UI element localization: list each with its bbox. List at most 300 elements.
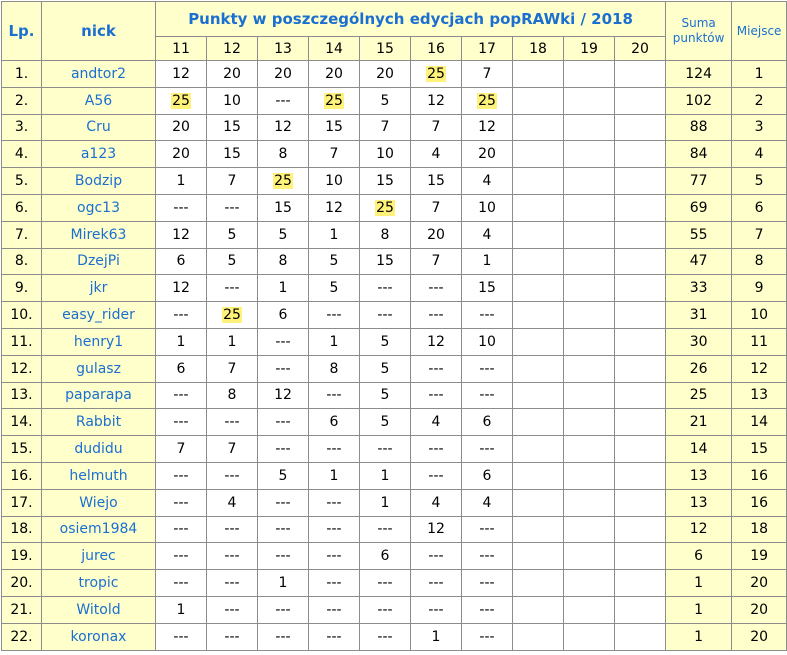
edition-header-15: 15: [360, 37, 411, 61]
score-cell: 6: [462, 409, 513, 436]
score-cell: ---: [309, 596, 360, 623]
score-cell: ---: [156, 543, 207, 570]
score-cell: 15: [207, 141, 258, 168]
score-cell: [564, 275, 615, 302]
sum-points: 77: [666, 168, 732, 195]
sum-header-label: Suma punktów: [672, 16, 725, 45]
score-cell: 5: [360, 328, 411, 355]
row-number: 21.: [2, 596, 42, 623]
score-cell: 1: [258, 275, 309, 302]
score-cell: 15: [411, 168, 462, 195]
score-cell: ---: [462, 543, 513, 570]
score-cell: ---: [309, 436, 360, 463]
score-cell: 1: [411, 623, 462, 650]
score-cell: [513, 87, 564, 114]
score-cell: 1: [207, 328, 258, 355]
score-cell: 6: [156, 355, 207, 382]
score-cell: [615, 302, 666, 329]
player-nick: paparapa: [42, 382, 156, 409]
score-cell: 12: [258, 382, 309, 409]
score-cell: 12: [411, 87, 462, 114]
score-cell: [513, 489, 564, 516]
score-cell: 1: [360, 489, 411, 516]
table-row: [2, 596, 787, 623]
score-cell: 15: [207, 114, 258, 141]
edition-header-19: 19: [564, 37, 615, 61]
place: 16: [732, 489, 787, 516]
score-cell: 1: [360, 462, 411, 489]
table-row: [2, 328, 787, 355]
score-cell: ---: [411, 543, 462, 570]
player-nick: easy_rider: [42, 302, 156, 329]
edition-header-17: 17: [462, 37, 513, 61]
score-cell: ---: [309, 302, 360, 329]
place: 19: [732, 543, 787, 570]
place: 12: [732, 355, 787, 382]
score-cell: [513, 436, 564, 463]
sum-header: [666, 2, 732, 61]
score-cell: ---: [156, 516, 207, 543]
score-cell: 1: [156, 328, 207, 355]
score-cell: [564, 302, 615, 329]
score-cell: ---: [258, 543, 309, 570]
score-cell: ---: [156, 194, 207, 221]
sum-points: 1: [666, 623, 732, 650]
score-cell: [615, 141, 666, 168]
score-cell: [513, 114, 564, 141]
score-cell: [615, 194, 666, 221]
score-cell: ---: [360, 623, 411, 650]
edition-header-11: 11: [156, 37, 207, 61]
score-cell: [411, 61, 462, 88]
place: 1: [732, 61, 787, 88]
place: 20: [732, 623, 787, 650]
table-header: [2, 2, 787, 61]
score-cell: 7: [411, 114, 462, 141]
score-cell: 5: [258, 221, 309, 248]
sum-points: 69: [666, 194, 732, 221]
score-cell: ---: [462, 596, 513, 623]
max-score-highlight: 25: [376, 199, 394, 216]
score-cell: [564, 168, 615, 195]
score-cell: 4: [411, 489, 462, 516]
score-cell: [564, 382, 615, 409]
nick-header: nick: [42, 2, 156, 61]
score-cell: ---: [309, 570, 360, 597]
score-cell: 8: [258, 248, 309, 275]
score-cell: 20: [207, 61, 258, 88]
sum-points: 21: [666, 409, 732, 436]
score-cell: 20: [156, 141, 207, 168]
score-cell: [615, 248, 666, 275]
score-cell: ---: [156, 382, 207, 409]
score-cell: ---: [360, 275, 411, 302]
score-cell: ---: [156, 302, 207, 329]
row-number: 15.: [2, 436, 42, 463]
row-number: 22.: [2, 623, 42, 650]
score-cell: ---: [207, 194, 258, 221]
place: 6: [732, 194, 787, 221]
player-nick: osiem1984: [42, 516, 156, 543]
score-cell: ---: [156, 489, 207, 516]
score-cell: [564, 141, 615, 168]
score-cell: 4: [462, 489, 513, 516]
sum-points: 13: [666, 489, 732, 516]
place-header: Miejsce: [732, 2, 787, 61]
edition-header-18: 18: [513, 37, 564, 61]
score-cell: 7: [156, 436, 207, 463]
score-cell: 12: [258, 114, 309, 141]
row-number: 12.: [2, 355, 42, 382]
sum-points: 102: [666, 87, 732, 114]
sum-points: 124: [666, 61, 732, 88]
table-row: [2, 409, 787, 436]
score-cell: [615, 623, 666, 650]
sum-points: 47: [666, 248, 732, 275]
score-cell: ---: [411, 462, 462, 489]
score-cell: 15: [360, 168, 411, 195]
place: 15: [732, 436, 787, 463]
score-cell: ---: [258, 516, 309, 543]
row-number: 1.: [2, 61, 42, 88]
score-cell: 15: [462, 275, 513, 302]
table-row: [2, 462, 787, 489]
score-cell: [564, 623, 615, 650]
row-number: 7.: [2, 221, 42, 248]
score-cell: ---: [411, 596, 462, 623]
score-cell: ---: [207, 516, 258, 543]
score-cell: [615, 355, 666, 382]
score-cell: ---: [207, 570, 258, 597]
ranking-table: [1, 1, 787, 651]
score-cell: ---: [156, 462, 207, 489]
score-cell: 4: [411, 409, 462, 436]
score-cell: [513, 168, 564, 195]
row-number: 11.: [2, 328, 42, 355]
score-cell: [564, 436, 615, 463]
score-cell: [513, 516, 564, 543]
sum-points: 13: [666, 462, 732, 489]
player-nick: Bodzip: [42, 168, 156, 195]
player-nick: andtor2: [42, 61, 156, 88]
max-score-highlight: 25: [223, 307, 241, 324]
sum-points: 26: [666, 355, 732, 382]
place: 7: [732, 221, 787, 248]
table-row: [2, 61, 787, 88]
row-number: 20.: [2, 570, 42, 597]
score-cell: [615, 328, 666, 355]
place: 18: [732, 516, 787, 543]
score-cell: 5: [207, 248, 258, 275]
score-cell: ---: [156, 570, 207, 597]
place: 16: [732, 462, 787, 489]
score-cell: 7: [411, 248, 462, 275]
row-number: 13.: [2, 382, 42, 409]
score-cell: 12: [309, 194, 360, 221]
score-cell: 10: [462, 194, 513, 221]
player-nick: jurec: [42, 543, 156, 570]
score-cell: [615, 114, 666, 141]
sum-points: 1: [666, 570, 732, 597]
score-cell: ---: [411, 355, 462, 382]
score-cell: 12: [462, 114, 513, 141]
score-cell: ---: [258, 596, 309, 623]
score-cell: ---: [309, 543, 360, 570]
score-cell: [513, 221, 564, 248]
score-cell: [564, 248, 615, 275]
edition-header-20: 20: [615, 37, 666, 61]
score-cell: 7: [309, 141, 360, 168]
score-cell: [615, 168, 666, 195]
score-cell: 1: [156, 168, 207, 195]
editions-title: Punkty w poszczególnych edycjach popRAWki / 2018: [156, 2, 666, 37]
score-cell: ---: [258, 328, 309, 355]
player-nick: dudidu: [42, 436, 156, 463]
row-number: 8.: [2, 248, 42, 275]
score-cell: [615, 462, 666, 489]
table-row: [2, 194, 787, 221]
score-cell: [513, 543, 564, 570]
score-cell: 1: [258, 570, 309, 597]
score-cell: [564, 194, 615, 221]
score-cell: [360, 194, 411, 221]
score-cell: 12: [411, 328, 462, 355]
score-cell: 8: [258, 141, 309, 168]
score-cell: ---: [156, 409, 207, 436]
score-cell: 12: [156, 275, 207, 302]
table-row: [2, 87, 787, 114]
place: 13: [732, 382, 787, 409]
score-cell: 12: [156, 61, 207, 88]
score-cell: 12: [411, 516, 462, 543]
score-cell: 7: [462, 61, 513, 88]
score-cell: ---: [360, 570, 411, 597]
score-cell: [462, 87, 513, 114]
player-nick: koronax: [42, 623, 156, 650]
score-cell: ---: [360, 302, 411, 329]
place: 20: [732, 570, 787, 597]
score-cell: 7: [207, 355, 258, 382]
sum-points: 55: [666, 221, 732, 248]
sum-points: 33: [666, 275, 732, 302]
row-number: 18.: [2, 516, 42, 543]
score-cell: 20: [462, 141, 513, 168]
score-cell: ---: [462, 302, 513, 329]
score-cell: 7: [207, 436, 258, 463]
place: 14: [732, 409, 787, 436]
sum-points: 88: [666, 114, 732, 141]
table-row: [2, 489, 787, 516]
score-cell: [615, 87, 666, 114]
score-cell: [513, 570, 564, 597]
place: 20: [732, 596, 787, 623]
score-cell: [615, 275, 666, 302]
score-cell: [564, 61, 615, 88]
score-cell: ---: [207, 596, 258, 623]
score-cell: 20: [156, 114, 207, 141]
score-cell: ---: [411, 302, 462, 329]
table-body: [2, 61, 787, 651]
score-cell: 7: [207, 168, 258, 195]
row-number: 2.: [2, 87, 42, 114]
score-cell: [615, 221, 666, 248]
score-cell: [156, 87, 207, 114]
sum-points: 25: [666, 382, 732, 409]
table-row: [2, 543, 787, 570]
score-cell: ---: [462, 516, 513, 543]
score-cell: ---: [258, 489, 309, 516]
score-cell: ---: [309, 516, 360, 543]
score-cell: [564, 87, 615, 114]
score-cell: 1: [309, 221, 360, 248]
score-cell: ---: [411, 382, 462, 409]
score-cell: ---: [462, 570, 513, 597]
score-cell: 5: [258, 462, 309, 489]
score-cell: 5: [309, 248, 360, 275]
player-nick: Witold: [42, 596, 156, 623]
score-cell: [564, 489, 615, 516]
score-cell: [615, 570, 666, 597]
score-cell: 20: [309, 61, 360, 88]
score-cell: [513, 61, 564, 88]
table-row: [2, 382, 787, 409]
sum-points: 6: [666, 543, 732, 570]
score-cell: 6: [258, 302, 309, 329]
score-cell: 5: [207, 221, 258, 248]
max-score-highlight: 25: [478, 92, 496, 109]
table-row: [2, 114, 787, 141]
score-cell: ---: [411, 275, 462, 302]
score-cell: [513, 596, 564, 623]
score-cell: [513, 623, 564, 650]
score-cell: 20: [411, 221, 462, 248]
sum-points: 14: [666, 436, 732, 463]
score-cell: [513, 141, 564, 168]
score-cell: 8: [309, 355, 360, 382]
score-cell: 4: [462, 168, 513, 195]
sum-points: 30: [666, 328, 732, 355]
score-cell: ---: [309, 382, 360, 409]
max-score-highlight: 25: [325, 92, 343, 109]
edition-header-12: 12: [207, 37, 258, 61]
score-cell: 8: [207, 382, 258, 409]
score-cell: [615, 409, 666, 436]
edition-header-14: 14: [309, 37, 360, 61]
score-cell: 10: [462, 328, 513, 355]
score-cell: [564, 355, 615, 382]
place: 2: [732, 87, 787, 114]
score-cell: ---: [462, 355, 513, 382]
table-row: [2, 248, 787, 275]
score-cell: ---: [207, 543, 258, 570]
score-cell: 5: [360, 87, 411, 114]
score-cell: 6: [309, 409, 360, 436]
player-nick: tropic: [42, 570, 156, 597]
score-cell: ---: [207, 409, 258, 436]
score-cell: 15: [258, 194, 309, 221]
row-number: 14.: [2, 409, 42, 436]
table-row: [2, 221, 787, 248]
row-number: 19.: [2, 543, 42, 570]
score-cell: ---: [207, 275, 258, 302]
score-cell: 15: [360, 248, 411, 275]
max-score-highlight: 25: [172, 92, 190, 109]
score-cell: 8: [360, 221, 411, 248]
row-number: 5.: [2, 168, 42, 195]
score-cell: [513, 302, 564, 329]
sum-points: 31: [666, 302, 732, 329]
score-cell: 12: [156, 221, 207, 248]
score-cell: [615, 382, 666, 409]
score-cell: [513, 382, 564, 409]
score-cell: 10: [309, 168, 360, 195]
player-nick: Mirek63: [42, 221, 156, 248]
score-cell: [615, 436, 666, 463]
score-cell: [615, 596, 666, 623]
score-cell: [564, 114, 615, 141]
row-number: 10.: [2, 302, 42, 329]
place: 11: [732, 328, 787, 355]
score-cell: 7: [411, 194, 462, 221]
score-cell: 4: [207, 489, 258, 516]
score-cell: [564, 409, 615, 436]
score-cell: 4: [411, 141, 462, 168]
row-number: 9.: [2, 275, 42, 302]
score-cell: 10: [360, 141, 411, 168]
table-row: [2, 623, 787, 650]
score-cell: 1: [156, 596, 207, 623]
table-row: [2, 168, 787, 195]
player-nick: helmuth: [42, 462, 156, 489]
score-cell: 5: [309, 275, 360, 302]
player-nick: gulasz: [42, 355, 156, 382]
score-cell: ---: [462, 436, 513, 463]
score-cell: [207, 302, 258, 329]
score-cell: [615, 61, 666, 88]
score-cell: 1: [309, 462, 360, 489]
score-cell: ---: [360, 516, 411, 543]
score-cell: 1: [462, 248, 513, 275]
place: 3: [732, 114, 787, 141]
table-row: [2, 355, 787, 382]
edition-header-13: 13: [258, 37, 309, 61]
score-cell: ---: [309, 489, 360, 516]
score-cell: 1: [309, 328, 360, 355]
score-cell: 20: [258, 61, 309, 88]
score-cell: ---: [258, 409, 309, 436]
score-cell: [615, 543, 666, 570]
score-cell: [513, 462, 564, 489]
sum-points: 12: [666, 516, 732, 543]
player-nick: jkr: [42, 275, 156, 302]
score-cell: [513, 328, 564, 355]
score-cell: ---: [360, 436, 411, 463]
table-row: [2, 516, 787, 543]
score-cell: [513, 194, 564, 221]
player-nick: henry1: [42, 328, 156, 355]
score-cell: ---: [462, 382, 513, 409]
player-nick: a123: [42, 141, 156, 168]
score-cell: [513, 275, 564, 302]
score-cell: ---: [360, 596, 411, 623]
score-cell: 5: [360, 409, 411, 436]
score-cell: 7: [360, 114, 411, 141]
score-cell: 4: [462, 221, 513, 248]
row-number: 16.: [2, 462, 42, 489]
score-cell: [564, 221, 615, 248]
edition-header-16: 16: [411, 37, 462, 61]
score-cell: 6: [462, 462, 513, 489]
